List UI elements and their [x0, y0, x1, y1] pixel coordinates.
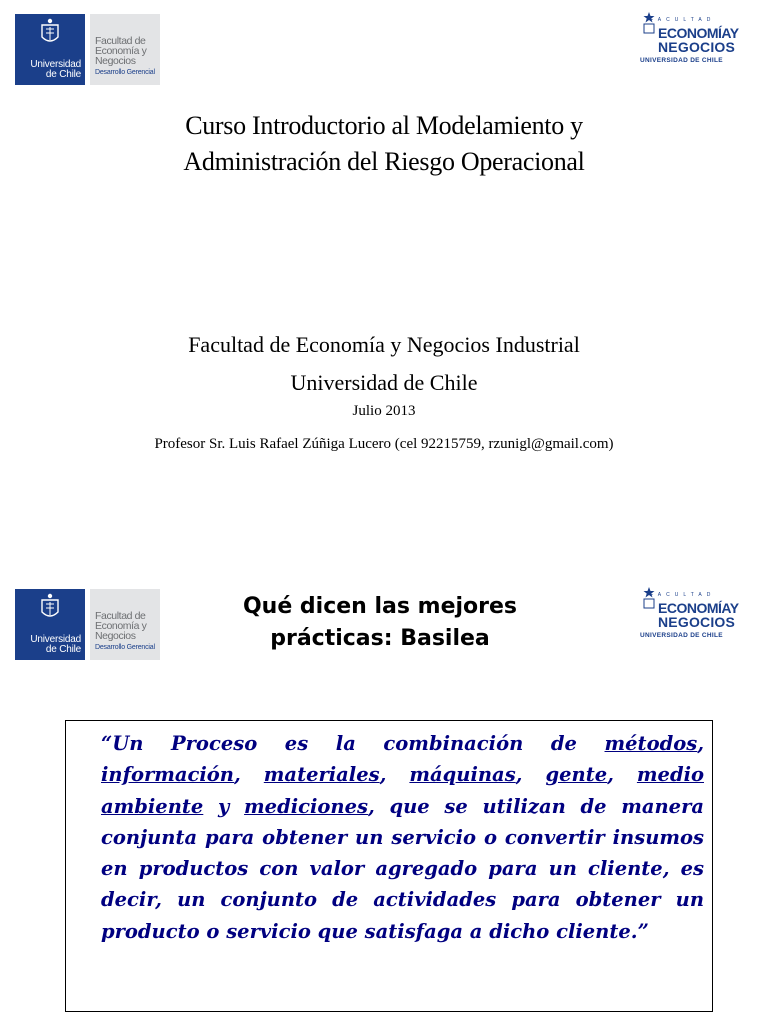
- fen-desarrollo-gerencial-logo: [90, 14, 160, 85]
- quote-term: información: [101, 763, 234, 787]
- fen-line-2: Economía y: [95, 620, 147, 632]
- eyn-faculty-tiny: FACULTAD: [650, 592, 716, 598]
- quote-text: , que se utilizan de manera conjunta para obtener un servicio o convertir insumos en productos con valor agregado para un cliente, es decir, un conjunto de actividades para obtener un producto o servicio que satisfaga a dicho cliente.: [101, 794, 704, 943]
- universidad-de-chile-logo: [15, 14, 85, 85]
- quote-text: y: [203, 794, 245, 818]
- close-quote: ”: [637, 919, 649, 943]
- eyn-line-2: NEGOCIOS: [658, 614, 736, 630]
- open-quote: “: [101, 732, 113, 755]
- course-title: [0, 108, 768, 180]
- university-name-text: Universidad de Chile: [290, 370, 478, 395]
- eyn-faculty-tiny: FACULTAD: [650, 17, 716, 23]
- university-name: Universidad de Chile: [30, 634, 81, 655]
- professor-info: Profesor Sr. Luis Rafael Zúñiga Lucero (cel 92215759, rzunigl@gmail.com): [154, 436, 614, 452]
- faculty-block: [0, 326, 768, 402]
- eyn-line-1: ECONOMÍAY: [658, 25, 739, 41]
- slide-title-line-2: prácticas: Basilea: [270, 626, 490, 651]
- quote-box: [65, 720, 713, 1012]
- quote-text: ,: [234, 763, 264, 787]
- quote-text: ,: [607, 763, 637, 787]
- quote-term: medio ambiente: [101, 763, 704, 818]
- quote-text: ,: [515, 763, 546, 787]
- university-name: Universidad de Chile: [30, 59, 81, 80]
- fen-line-1: Facultad de: [95, 35, 146, 47]
- quote-term: máquinas: [409, 763, 516, 787]
- fen-subtitle: Desarrollo Gerencial: [95, 644, 155, 651]
- fen-desarrollo-gerencial-logo: [90, 589, 160, 660]
- economia-y-negocios-logo: [640, 587, 752, 649]
- slide-title-line-1: Qué dicen las mejores: [242, 594, 518, 619]
- course-title-line-1: Curso Introductorio al Modelamiento y: [185, 111, 583, 140]
- fen-subtitle: Desarrollo Gerencial: [95, 69, 155, 76]
- slide-title: [180, 591, 580, 655]
- quote-term: mediciones: [244, 794, 368, 818]
- fen-line-2: Economía y: [95, 45, 147, 57]
- economia-y-negocios-logo: [640, 12, 752, 74]
- eyn-line-3: UNIVERSIDAD DE CHILE: [640, 632, 723, 639]
- process-definition-quote: [101, 728, 704, 947]
- faculty-name: Facultad de Economía y Negocios Industrial: [188, 332, 580, 357]
- universidad-de-chile-logo: [15, 589, 85, 660]
- university-crest-icon: [38, 18, 62, 48]
- eyn-text-block: [658, 601, 739, 629]
- eyn-text-block: [658, 26, 739, 54]
- star-crest-icon: [640, 12, 658, 34]
- fen-line-3: Negocios: [95, 55, 136, 67]
- eyn-line-2: NEGOCIOS: [658, 39, 736, 55]
- university-crest-icon: [38, 593, 62, 623]
- quote-term: materiales: [263, 763, 380, 787]
- quote-term: métodos: [604, 732, 698, 755]
- fen-line-1: Facultad de: [95, 610, 146, 622]
- eyn-line-3: UNIVERSIDAD DE CHILE: [640, 57, 723, 64]
- course-date: Julio 2013: [352, 403, 416, 419]
- quote-text: ,: [379, 763, 410, 787]
- basilea-slide: [0, 575, 768, 1024]
- eyn-line-1: ECONOMÍAY: [658, 600, 739, 616]
- course-title-line-2: Administración del Riesgo Operacional: [183, 147, 585, 176]
- fen-line-3: Negocios: [95, 630, 136, 642]
- quote-text: ,: [697, 732, 704, 755]
- quote-text: Un Proceso es la combinación de: [112, 732, 605, 755]
- star-crest-icon: [640, 587, 658, 609]
- quote-term: gente: [545, 763, 608, 787]
